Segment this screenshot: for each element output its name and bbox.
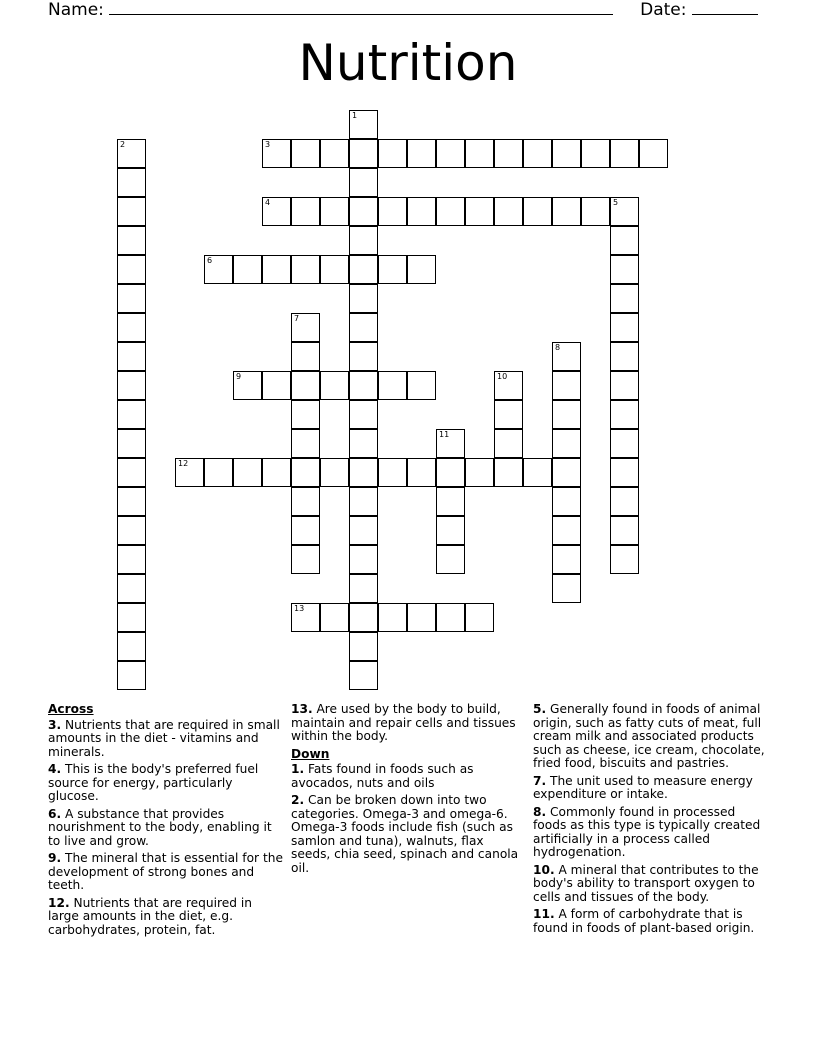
grid-cell[interactable] — [117, 661, 146, 690]
grid-cell[interactable] — [349, 661, 378, 690]
grid-cell[interactable] — [349, 603, 378, 632]
grid-cell[interactable] — [291, 255, 320, 284]
grid-cell[interactable] — [117, 226, 146, 255]
clue-down-2: 2. Can be broken down into two categories. Omega-3 and omega-6. Omega-3 foods include fish (such as samlon and tuna), walnuts, flax seeds, chia seed, spinach and canola oil. — [291, 793, 519, 875]
grid-cell[interactable] — [378, 371, 407, 400]
grid-cell[interactable] — [465, 458, 494, 487]
clue-number: 3 — [265, 140, 271, 149]
grid-cell[interactable] — [552, 197, 581, 226]
grid-cell[interactable] — [610, 226, 639, 255]
grid-cell[interactable] — [581, 197, 610, 226]
grid-cell[interactable] — [552, 545, 581, 574]
grid-cell[interactable] — [407, 255, 436, 284]
grid-cell[interactable] — [610, 197, 639, 226]
down-heading: Down — [291, 746, 330, 761]
clue-down-10: 10. A mineral that contributes to the body's ability to transport oxygen to cells and tissues of the body. — [533, 862, 759, 904]
grid-cell[interactable] — [291, 458, 320, 487]
grid-cell[interactable] — [117, 342, 146, 371]
grid-cell[interactable] — [291, 400, 320, 429]
grid-cell[interactable] — [494, 429, 523, 458]
grid-cell[interactable] — [378, 458, 407, 487]
grid-cell[interactable] — [320, 255, 349, 284]
grid-cell[interactable] — [552, 400, 581, 429]
grid-cell[interactable] — [291, 516, 320, 545]
grid-cell[interactable] — [349, 342, 378, 371]
clue-number: 13 — [294, 604, 305, 613]
clue-number: 1 — [352, 111, 358, 120]
grid-cell[interactable] — [233, 458, 262, 487]
grid-cell[interactable] — [117, 516, 146, 545]
clue-across-4: 4. This is the body's preferred fuel source for energy, particularly glucose. — [48, 762, 259, 803]
grid-cell[interactable] — [523, 139, 552, 168]
grid-cell[interactable] — [610, 400, 639, 429]
clue-number: 11 — [439, 430, 450, 439]
grid-cell[interactable] — [291, 487, 320, 516]
grid-cell[interactable] — [436, 458, 465, 487]
grid-cell[interactable] — [552, 516, 581, 545]
grid-cell[interactable] — [436, 139, 465, 168]
clue-number: 5 — [613, 198, 619, 207]
grid-cell[interactable] — [291, 197, 320, 226]
date-label: Date: — [640, 0, 687, 20]
grid-cell[interactable] — [552, 574, 581, 603]
grid-cell[interactable] — [117, 632, 146, 661]
grid-cell[interactable] — [465, 139, 494, 168]
grid-cell[interactable] — [117, 197, 146, 226]
clue-down-8: 8. Commonly found in processed foods as this type is typically created artificially in a process called hydrogenation. — [533, 804, 761, 859]
clue-down-7: 7. The unit used to measure energy expenditure or intake. — [533, 773, 753, 801]
grid-cell[interactable] — [610, 516, 639, 545]
clue-across-9: 9. The mineral that is essential for the development of strong bones and teeth. — [48, 851, 283, 892]
grid-cell[interactable] — [523, 197, 552, 226]
grid-cell[interactable] — [262, 371, 291, 400]
grid-cell[interactable] — [349, 516, 378, 545]
clues-column-1 — [48, 703, 283, 941]
grid-cell[interactable] — [407, 139, 436, 168]
grid-cell[interactable] — [117, 400, 146, 429]
grid-cell[interactable] — [610, 487, 639, 516]
clue-number: 8 — [555, 343, 561, 352]
clue-number: 4 — [265, 198, 271, 207]
grid-cell[interactable] — [204, 255, 233, 284]
grid-cell[interactable] — [204, 458, 233, 487]
grid-cell[interactable] — [349, 632, 378, 661]
grid-cell[interactable] — [407, 197, 436, 226]
grid-cell[interactable] — [436, 487, 465, 516]
grid-cell[interactable] — [117, 487, 146, 516]
grid-cell[interactable] — [349, 400, 378, 429]
grid-cell[interactable] — [262, 255, 291, 284]
grid-cell[interactable] — [349, 371, 378, 400]
grid-cell[interactable] — [349, 574, 378, 603]
grid-cell[interactable] — [117, 574, 146, 603]
grid-cell[interactable] — [291, 139, 320, 168]
clue-down-5: 5. Generally found in foods of animal origin, such as fatty cuts of meat, full cream milk and associated products such as cheese, ice cream, chocolate, fried food, biscuits and pastries. — [533, 702, 765, 770]
grid-cell[interactable] — [117, 545, 146, 574]
grid-cell[interactable] — [639, 139, 668, 168]
grid-cell[interactable] — [291, 603, 320, 632]
clue-across-12: 12. Nutrients that are required in large amounts in the diet, e.g. carbohydrates, protein, fat. — [48, 895, 252, 937]
grid-cell[interactable] — [378, 139, 407, 168]
grid-cell[interactable] — [494, 197, 523, 226]
grid-cell[interactable] — [117, 429, 146, 458]
grid-cell[interactable] — [349, 429, 378, 458]
grid-cell[interactable] — [262, 197, 291, 226]
name-label: Name: — [48, 0, 104, 20]
grid-cell[interactable] — [378, 603, 407, 632]
grid-cell[interactable] — [320, 139, 349, 168]
grid-cell[interactable] — [291, 429, 320, 458]
grid-cell[interactable] — [291, 342, 320, 371]
grid-cell[interactable] — [117, 458, 146, 487]
grid-cell[interactable] — [349, 168, 378, 197]
grid-cell[interactable] — [407, 458, 436, 487]
clue-number: 2 — [120, 140, 126, 149]
grid-cell[interactable] — [117, 603, 146, 632]
grid-cell[interactable] — [610, 342, 639, 371]
clues-column-2 — [291, 703, 523, 879]
grid-cell[interactable] — [523, 458, 552, 487]
grid-cell[interactable] — [436, 603, 465, 632]
grid-cell[interactable] — [349, 226, 378, 255]
grid-cell[interactable] — [175, 458, 204, 487]
grid-cell[interactable] — [291, 313, 320, 342]
grid-cell[interactable] — [349, 255, 378, 284]
grid-cell[interactable] — [291, 371, 320, 400]
grid-cell[interactable] — [349, 284, 378, 313]
grid-cell[interactable] — [610, 458, 639, 487]
grid-cell[interactable] — [581, 139, 610, 168]
grid-cell[interactable] — [233, 371, 262, 400]
grid-cell[interactable] — [349, 545, 378, 574]
grid-cell[interactable] — [349, 197, 378, 226]
grid-cell[interactable] — [117, 284, 146, 313]
clue-across-6: 6. A substance that provides nourishment to the body, enabling it to live and grow. — [48, 806, 272, 848]
grid-cell[interactable] — [349, 139, 378, 168]
grid-cell[interactable] — [610, 313, 639, 342]
grid-cell[interactable] — [320, 371, 349, 400]
grid-cell[interactable] — [117, 168, 146, 197]
clue-number: 7 — [294, 314, 300, 323]
grid-cell[interactable] — [552, 371, 581, 400]
grid-cell[interactable] — [349, 458, 378, 487]
grid-cell[interactable] — [494, 371, 523, 400]
grid-cell[interactable] — [610, 284, 639, 313]
grid-cell[interactable] — [610, 371, 639, 400]
across-heading: Across — [48, 702, 94, 716]
grid-cell[interactable] — [407, 603, 436, 632]
grid-cell[interactable] — [233, 255, 262, 284]
page-title: Nutrition — [298, 34, 518, 92]
grid-cell[interactable] — [320, 458, 349, 487]
clue-down-1: 1. Fats found in foods such as avocados, nuts and oils — [291, 762, 474, 790]
grid-cell[interactable] — [378, 197, 407, 226]
grid-cell[interactable] — [436, 197, 465, 226]
grid-cell[interactable] — [320, 603, 349, 632]
grid-cell[interactable] — [349, 313, 378, 342]
grid-cell[interactable] — [117, 139, 146, 168]
grid-cell[interactable] — [117, 313, 146, 342]
grid-cell[interactable] — [610, 545, 639, 574]
grid-cell[interactable] — [117, 255, 146, 284]
grid-cell[interactable] — [465, 197, 494, 226]
clue-number: 12 — [178, 459, 189, 468]
grid-cell[interactable] — [291, 545, 320, 574]
clue-down-11: 11. A form of carbohydrate that is found in foods of plant-based origin. — [533, 907, 755, 935]
grid-cell[interactable] — [494, 458, 523, 487]
grid-cell[interactable] — [436, 429, 465, 458]
grid-cell[interactable] — [552, 139, 581, 168]
grid-cell[interactable] — [610, 255, 639, 284]
grid-cell[interactable] — [320, 197, 349, 226]
grid-cell[interactable] — [552, 429, 581, 458]
grid-cell[interactable] — [494, 139, 523, 168]
grid-cell[interactable] — [349, 110, 378, 139]
grid-cell[interactable] — [465, 603, 494, 632]
grid-cell[interactable] — [610, 139, 639, 168]
grid-cell[interactable] — [610, 429, 639, 458]
clue-across-13: 13. Are used by the body to build, maintain and repair cells and tissues within the body. — [291, 702, 516, 743]
grid-cell[interactable] — [407, 371, 436, 400]
clue-number: 10 — [497, 372, 508, 381]
clue-number: 6 — [207, 256, 213, 265]
grid-cell[interactable] — [262, 139, 291, 168]
grid-cell[interactable] — [436, 516, 465, 545]
grid-cell[interactable] — [117, 371, 146, 400]
grid-cell[interactable] — [349, 487, 378, 516]
clue-number: 9 — [236, 372, 242, 381]
grid-cell[interactable] — [436, 545, 465, 574]
grid-cell[interactable] — [552, 458, 581, 487]
grid-cell[interactable] — [552, 487, 581, 516]
clue-across-3: 3. Nutrients that are required in small amounts in the diet - vitamins and minerals. — [48, 717, 280, 759]
grid-cell[interactable] — [494, 400, 523, 429]
grid-cell[interactable] — [262, 458, 291, 487]
clues-column-3 — [533, 703, 769, 939]
grid-cell[interactable] — [552, 342, 581, 371]
grid-cell[interactable] — [378, 255, 407, 284]
